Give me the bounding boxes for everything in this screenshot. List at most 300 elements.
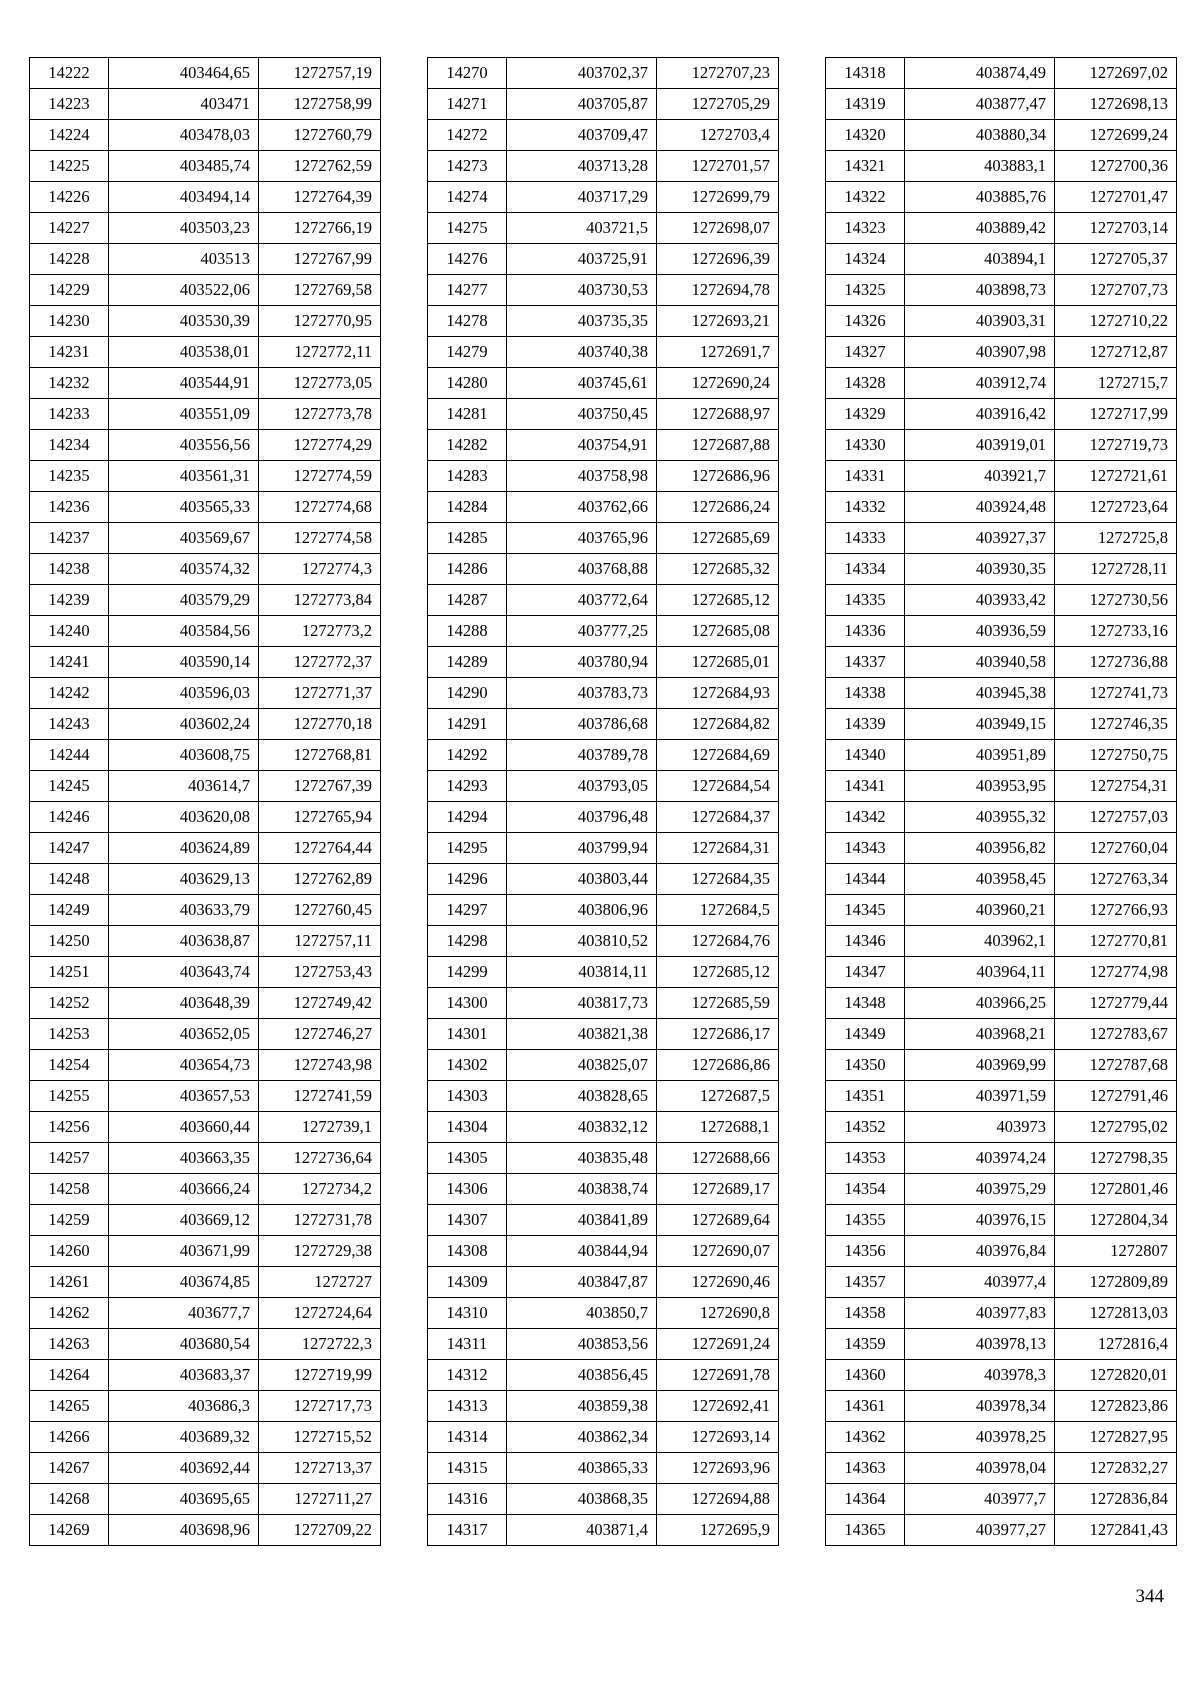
table-row: [428, 554, 779, 585]
y-coordinate-cell: 1272684,5: [657, 895, 779, 926]
x-coordinate-cell: 403862,34: [507, 1422, 657, 1453]
y-coordinate-cell: 1272724,64: [259, 1298, 381, 1329]
table-row: [428, 461, 779, 492]
point-number-cell: 14268: [30, 1484, 109, 1515]
y-coordinate-cell: 1272731,78: [259, 1205, 381, 1236]
point-number-cell: 14309: [428, 1267, 507, 1298]
x-coordinate-cell: 403783,73: [507, 678, 657, 709]
y-coordinate-cell: 1272701,57: [657, 151, 779, 182]
table-row: [826, 120, 1177, 151]
x-coordinate-cell: 403569,67: [109, 523, 259, 554]
table-row: [428, 678, 779, 709]
point-number-cell: 14334: [826, 554, 905, 585]
y-coordinate-cell: 1272772,11: [259, 337, 381, 368]
table-row: [30, 1267, 381, 1298]
point-number-cell: 14299: [428, 957, 507, 988]
table-row: [428, 1329, 779, 1360]
point-number-cell: 14293: [428, 771, 507, 802]
x-coordinate-cell: 403758,98: [507, 461, 657, 492]
point-number-cell: 14263: [30, 1329, 109, 1360]
table-row: [30, 771, 381, 802]
table-row: [30, 1019, 381, 1050]
point-number-cell: 14303: [428, 1081, 507, 1112]
table-row: [826, 523, 1177, 554]
table-row: [30, 182, 381, 213]
y-coordinate-cell: 1272707,73: [1055, 275, 1177, 306]
point-number-cell: 14325: [826, 275, 905, 306]
y-coordinate-cell: 1272698,07: [657, 213, 779, 244]
x-coordinate-cell: 403663,35: [109, 1143, 259, 1174]
x-coordinate-cell: 403754,91: [507, 430, 657, 461]
x-coordinate-cell: 403889,42: [905, 213, 1055, 244]
table-row: [428, 864, 779, 895]
table-row: [826, 709, 1177, 740]
x-coordinate-cell: 403930,35: [905, 554, 1055, 585]
point-number-cell: 14360: [826, 1360, 905, 1391]
x-coordinate-cell: 403705,87: [507, 89, 657, 120]
table-row: [428, 89, 779, 120]
table-row: [30, 833, 381, 864]
x-coordinate-cell: 403828,65: [507, 1081, 657, 1112]
point-number-cell: 14311: [428, 1329, 507, 1360]
point-number-cell: 14361: [826, 1391, 905, 1422]
x-coordinate-cell: 403877,47: [905, 89, 1055, 120]
x-coordinate-cell: 403513: [109, 244, 259, 275]
table-row: [826, 1143, 1177, 1174]
y-coordinate-cell: 1272719,73: [1055, 430, 1177, 461]
x-coordinate-cell: 403949,15: [905, 709, 1055, 740]
table-row: [826, 58, 1177, 89]
x-coordinate-cell: 403936,59: [905, 616, 1055, 647]
x-coordinate-cell: 403654,73: [109, 1050, 259, 1081]
y-coordinate-cell: 1272765,94: [259, 802, 381, 833]
point-number-cell: 14321: [826, 151, 905, 182]
y-coordinate-cell: 1272687,5: [657, 1081, 779, 1112]
point-number-cell: 14345: [826, 895, 905, 926]
table-row: [30, 399, 381, 430]
point-number-cell: 14247: [30, 833, 109, 864]
y-coordinate-cell: 1272690,07: [657, 1236, 779, 1267]
point-number-cell: 14285: [428, 523, 507, 554]
y-coordinate-cell: 1272774,59: [259, 461, 381, 492]
y-coordinate-cell: 1272741,59: [259, 1081, 381, 1112]
table-row: [30, 1391, 381, 1422]
point-number-cell: 14225: [30, 151, 109, 182]
x-coordinate-cell: 403620,08: [109, 802, 259, 833]
y-coordinate-cell: 1272688,97: [657, 399, 779, 430]
x-coordinate-cell: 403817,73: [507, 988, 657, 1019]
table-row: [30, 244, 381, 275]
y-coordinate-cell: 1272836,84: [1055, 1484, 1177, 1515]
table-row: [826, 151, 1177, 182]
x-coordinate-cell: 403894,1: [905, 244, 1055, 275]
y-coordinate-cell: 1272719,99: [259, 1360, 381, 1391]
x-coordinate-cell: 403853,56: [507, 1329, 657, 1360]
point-number-cell: 14296: [428, 864, 507, 895]
table-row: [30, 709, 381, 740]
point-number-cell: 14338: [826, 678, 905, 709]
table-row: [30, 1050, 381, 1081]
y-coordinate-cell: 1272813,03: [1055, 1298, 1177, 1329]
table-row: [428, 1422, 779, 1453]
table-row: [428, 120, 779, 151]
x-coordinate-cell: 403940,58: [905, 647, 1055, 678]
y-coordinate-cell: 1272723,64: [1055, 492, 1177, 523]
point-number-cell: 14256: [30, 1112, 109, 1143]
y-coordinate-cell: 1272685,69: [657, 523, 779, 554]
table-row: [826, 833, 1177, 864]
point-number-cell: 14273: [428, 151, 507, 182]
point-number-cell: 14288: [428, 616, 507, 647]
point-number-cell: 14251: [30, 957, 109, 988]
page-number: 344: [1135, 1586, 1164, 1607]
table-row: [826, 1081, 1177, 1112]
y-coordinate-cell: 1272773,84: [259, 585, 381, 616]
x-coordinate-cell: 403717,29: [507, 182, 657, 213]
x-coordinate-cell: 403865,33: [507, 1453, 657, 1484]
y-coordinate-cell: 1272832,27: [1055, 1453, 1177, 1484]
x-coordinate-cell: 403814,11: [507, 957, 657, 988]
table-row: [428, 492, 779, 523]
y-coordinate-cell: 1272690,8: [657, 1298, 779, 1329]
point-number-cell: 14317: [428, 1515, 507, 1546]
point-number-cell: 14335: [826, 585, 905, 616]
y-coordinate-cell: 1272749,42: [259, 988, 381, 1019]
coordinates-table-1: [29, 57, 381, 1546]
table-row: [826, 399, 1177, 430]
y-coordinate-cell: 1272703,14: [1055, 213, 1177, 244]
point-number-cell: 14333: [826, 523, 905, 554]
table-row: [826, 957, 1177, 988]
table-row: [428, 585, 779, 616]
y-coordinate-cell: 1272772,37: [259, 647, 381, 678]
table-row: [30, 120, 381, 151]
y-coordinate-cell: 1272743,98: [259, 1050, 381, 1081]
y-coordinate-cell: 1272774,29: [259, 430, 381, 461]
point-number-cell: 14298: [428, 926, 507, 957]
table-row: [826, 554, 1177, 585]
y-coordinate-cell: 1272686,24: [657, 492, 779, 523]
point-number-cell: 14346: [826, 926, 905, 957]
table-row: [30, 1360, 381, 1391]
x-coordinate-cell: 403648,39: [109, 988, 259, 1019]
table-row: [428, 895, 779, 926]
y-coordinate-cell: 1272686,17: [657, 1019, 779, 1050]
y-coordinate-cell: 1272807: [1055, 1236, 1177, 1267]
table-row: [826, 802, 1177, 833]
table-row: [428, 1143, 779, 1174]
point-number-cell: 14355: [826, 1205, 905, 1236]
y-coordinate-cell: 1272754,31: [1055, 771, 1177, 802]
point-number-cell: 14354: [826, 1174, 905, 1205]
x-coordinate-cell: 403924,48: [905, 492, 1055, 523]
y-coordinate-cell: 1272760,45: [259, 895, 381, 926]
y-coordinate-cell: 1272770,81: [1055, 926, 1177, 957]
point-number-cell: 14272: [428, 120, 507, 151]
x-coordinate-cell: 403503,23: [109, 213, 259, 244]
x-coordinate-cell: 403538,01: [109, 337, 259, 368]
point-number-cell: 14358: [826, 1298, 905, 1329]
y-coordinate-cell: 1272791,46: [1055, 1081, 1177, 1112]
point-number-cell: 14235: [30, 461, 109, 492]
point-number-cell: 14337: [826, 647, 905, 678]
table-row: [428, 926, 779, 957]
y-coordinate-cell: 1272715,7: [1055, 368, 1177, 399]
y-coordinate-cell: 1272773,05: [259, 368, 381, 399]
x-coordinate-cell: 403522,06: [109, 275, 259, 306]
y-coordinate-cell: 1272762,59: [259, 151, 381, 182]
y-coordinate-cell: 1272766,19: [259, 213, 381, 244]
x-coordinate-cell: 403898,73: [905, 275, 1055, 306]
point-number-cell: 14250: [30, 926, 109, 957]
table-row: [30, 213, 381, 244]
y-coordinate-cell: 1272684,31: [657, 833, 779, 864]
x-coordinate-cell: 403907,98: [905, 337, 1055, 368]
table-row: [30, 58, 381, 89]
y-coordinate-cell: 1272770,95: [259, 306, 381, 337]
y-coordinate-cell: 1272685,12: [657, 585, 779, 616]
point-number-cell: 14330: [826, 430, 905, 461]
y-coordinate-cell: 1272774,68: [259, 492, 381, 523]
x-coordinate-cell: 403810,52: [507, 926, 657, 957]
table-row: [30, 368, 381, 399]
point-number-cell: 14289: [428, 647, 507, 678]
table-row: [30, 740, 381, 771]
y-coordinate-cell: 1272827,95: [1055, 1422, 1177, 1453]
point-number-cell: 14350: [826, 1050, 905, 1081]
x-coordinate-cell: 403669,12: [109, 1205, 259, 1236]
y-coordinate-cell: 1272764,39: [259, 182, 381, 213]
y-coordinate-cell: 1272750,75: [1055, 740, 1177, 771]
point-number-cell: 14222: [30, 58, 109, 89]
point-number-cell: 14275: [428, 213, 507, 244]
x-coordinate-cell: 403835,48: [507, 1143, 657, 1174]
point-number-cell: 14266: [30, 1422, 109, 1453]
table-row: [826, 1298, 1177, 1329]
y-coordinate-cell: 1272684,35: [657, 864, 779, 895]
table-row: [428, 182, 779, 213]
table-row: [826, 1112, 1177, 1143]
point-number-cell: 14223: [30, 89, 109, 120]
x-coordinate-cell: 403821,38: [507, 1019, 657, 1050]
y-coordinate-cell: 1272685,32: [657, 554, 779, 585]
point-number-cell: 14343: [826, 833, 905, 864]
point-number-cell: 14281: [428, 399, 507, 430]
point-number-cell: 14347: [826, 957, 905, 988]
point-number-cell: 14246: [30, 802, 109, 833]
x-coordinate-cell: 403633,79: [109, 895, 259, 926]
point-number-cell: 14324: [826, 244, 905, 275]
x-coordinate-cell: 403796,48: [507, 802, 657, 833]
point-number-cell: 14362: [826, 1422, 905, 1453]
table-row: [428, 1267, 779, 1298]
y-coordinate-cell: 1272700,36: [1055, 151, 1177, 182]
point-number-cell: 14258: [30, 1174, 109, 1205]
x-coordinate-cell: 403803,44: [507, 864, 657, 895]
y-coordinate-cell: 1272758,99: [259, 89, 381, 120]
table-row: [428, 833, 779, 864]
y-coordinate-cell: 1272689,17: [657, 1174, 779, 1205]
table-row: [30, 306, 381, 337]
point-number-cell: 14252: [30, 988, 109, 1019]
table-row: [30, 337, 381, 368]
table-row: [30, 89, 381, 120]
x-coordinate-cell: 403868,35: [507, 1484, 657, 1515]
table-row: [30, 151, 381, 182]
x-coordinate-cell: 403976,15: [905, 1205, 1055, 1236]
y-coordinate-cell: 1272823,86: [1055, 1391, 1177, 1422]
y-coordinate-cell: 1272767,39: [259, 771, 381, 802]
point-number-cell: 14292: [428, 740, 507, 771]
point-number-cell: 14340: [826, 740, 905, 771]
table-row: [826, 1050, 1177, 1081]
y-coordinate-cell: 1272804,34: [1055, 1205, 1177, 1236]
x-coordinate-cell: 403530,39: [109, 306, 259, 337]
x-coordinate-cell: 403657,53: [109, 1081, 259, 1112]
x-coordinate-cell: 403471: [109, 89, 259, 120]
y-coordinate-cell: 1272774,58: [259, 523, 381, 554]
x-coordinate-cell: 403974,24: [905, 1143, 1055, 1174]
point-number-cell: 14314: [428, 1422, 507, 1453]
x-coordinate-cell: 403584,56: [109, 616, 259, 647]
table-row: [826, 647, 1177, 678]
y-coordinate-cell: 1272697,02: [1055, 58, 1177, 89]
x-coordinate-cell: 403960,21: [905, 895, 1055, 926]
point-number-cell: 14326: [826, 306, 905, 337]
point-number-cell: 14244: [30, 740, 109, 771]
table-row: [30, 275, 381, 306]
y-coordinate-cell: 1272787,68: [1055, 1050, 1177, 1081]
point-number-cell: 14349: [826, 1019, 905, 1050]
x-coordinate-cell: 403975,29: [905, 1174, 1055, 1205]
table-row: [826, 1019, 1177, 1050]
x-coordinate-cell: 403933,42: [905, 585, 1055, 616]
point-number-cell: 14233: [30, 399, 109, 430]
point-number-cell: 14243: [30, 709, 109, 740]
x-coordinate-cell: 403903,31: [905, 306, 1055, 337]
y-coordinate-cell: 1272725,8: [1055, 523, 1177, 554]
point-number-cell: 14280: [428, 368, 507, 399]
table-row: [428, 58, 779, 89]
table-row: [428, 709, 779, 740]
table-row: [30, 1143, 381, 1174]
x-coordinate-cell: 403883,1: [905, 151, 1055, 182]
point-number-cell: 14269: [30, 1515, 109, 1546]
y-coordinate-cell: 1272757,03: [1055, 802, 1177, 833]
point-number-cell: 14313: [428, 1391, 507, 1422]
y-coordinate-cell: 1272767,99: [259, 244, 381, 275]
point-number-cell: 14295: [428, 833, 507, 864]
x-coordinate-cell: 403978,04: [905, 1453, 1055, 1484]
table-row: [428, 1112, 779, 1143]
point-number-cell: 14332: [826, 492, 905, 523]
y-coordinate-cell: 1272691,24: [657, 1329, 779, 1360]
x-coordinate-cell: 403832,12: [507, 1112, 657, 1143]
x-coordinate-cell: 403962,1: [905, 926, 1055, 957]
table-row: [428, 1453, 779, 1484]
x-coordinate-cell: 403856,45: [507, 1360, 657, 1391]
point-number-cell: 14245: [30, 771, 109, 802]
point-number-cell: 14230: [30, 306, 109, 337]
y-coordinate-cell: 1272696,39: [657, 244, 779, 275]
point-number-cell: 14363: [826, 1453, 905, 1484]
x-coordinate-cell: 403561,31: [109, 461, 259, 492]
x-coordinate-cell: 403551,09: [109, 399, 259, 430]
y-coordinate-cell: 1272717,99: [1055, 399, 1177, 430]
y-coordinate-cell: 1272685,12: [657, 957, 779, 988]
y-coordinate-cell: 1272746,35: [1055, 709, 1177, 740]
table-row: [428, 430, 779, 461]
y-coordinate-cell: 1272741,73: [1055, 678, 1177, 709]
point-number-cell: 14278: [428, 306, 507, 337]
point-number-cell: 14294: [428, 802, 507, 833]
y-coordinate-cell: 1272691,78: [657, 1360, 779, 1391]
table-row: [428, 399, 779, 430]
y-coordinate-cell: 1272693,96: [657, 1453, 779, 1484]
y-coordinate-cell: 1272705,29: [657, 89, 779, 120]
y-coordinate-cell: 1272774,98: [1055, 957, 1177, 988]
point-number-cell: 14320: [826, 120, 905, 151]
table-row: [826, 213, 1177, 244]
point-number-cell: 14242: [30, 678, 109, 709]
table-row: [428, 988, 779, 1019]
point-number-cell: 14227: [30, 213, 109, 244]
point-number-cell: 14312: [428, 1360, 507, 1391]
y-coordinate-cell: 1272705,37: [1055, 244, 1177, 275]
point-number-cell: 14265: [30, 1391, 109, 1422]
x-coordinate-cell: 403574,32: [109, 554, 259, 585]
y-coordinate-cell: 1272710,22: [1055, 306, 1177, 337]
x-coordinate-cell: 403695,65: [109, 1484, 259, 1515]
x-coordinate-cell: 403841,89: [507, 1205, 657, 1236]
point-number-cell: 14249: [30, 895, 109, 926]
y-coordinate-cell: 1272687,88: [657, 430, 779, 461]
y-coordinate-cell: 1272795,02: [1055, 1112, 1177, 1143]
table-row: [428, 523, 779, 554]
x-coordinate-cell: 403871,4: [507, 1515, 657, 1546]
table-row: [826, 1205, 1177, 1236]
y-coordinate-cell: 1272733,16: [1055, 616, 1177, 647]
point-number-cell: 14279: [428, 337, 507, 368]
y-coordinate-cell: 1272798,35: [1055, 1143, 1177, 1174]
x-coordinate-cell: 403660,44: [109, 1112, 259, 1143]
x-coordinate-cell: 403683,37: [109, 1360, 259, 1391]
table-row: [826, 337, 1177, 368]
y-coordinate-cell: 1272770,18: [259, 709, 381, 740]
point-number-cell: 14231: [30, 337, 109, 368]
point-number-cell: 14306: [428, 1174, 507, 1205]
x-coordinate-cell: 403977,27: [905, 1515, 1055, 1546]
x-coordinate-cell: 403666,24: [109, 1174, 259, 1205]
x-coordinate-cell: 403964,11: [905, 957, 1055, 988]
x-coordinate-cell: 403978,34: [905, 1391, 1055, 1422]
table-row: [826, 864, 1177, 895]
y-coordinate-cell: 1272684,76: [657, 926, 779, 957]
x-coordinate-cell: 403880,34: [905, 120, 1055, 151]
point-number-cell: 14308: [428, 1236, 507, 1267]
x-coordinate-cell: 403556,56: [109, 430, 259, 461]
table-row: [428, 368, 779, 399]
table-row: [826, 1360, 1177, 1391]
x-coordinate-cell: 403590,14: [109, 647, 259, 678]
x-coordinate-cell: 403638,87: [109, 926, 259, 957]
y-coordinate-cell: 1272757,19: [259, 58, 381, 89]
x-coordinate-cell: 403978,3: [905, 1360, 1055, 1391]
table-row: [30, 1329, 381, 1360]
x-coordinate-cell: 403544,91: [109, 368, 259, 399]
table-row: [428, 1050, 779, 1081]
point-number-cell: 14271: [428, 89, 507, 120]
